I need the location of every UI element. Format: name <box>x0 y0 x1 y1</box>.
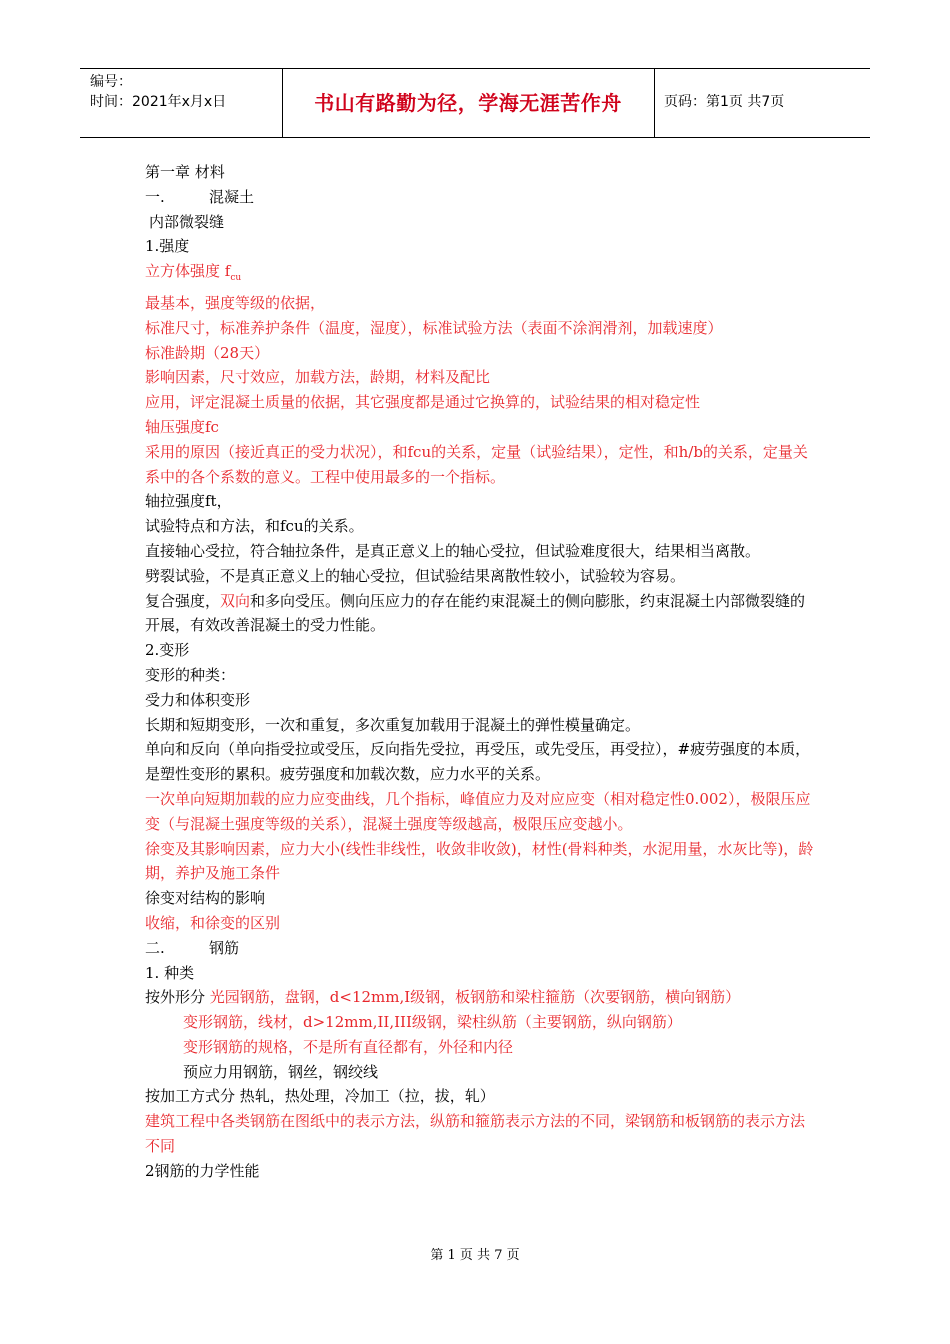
subheading: 1.强度 <box>145 237 190 256</box>
paragraph: 试验特点和方法，和fcu的关系。 <box>145 517 364 536</box>
paragraph: 变形钢筋，线材，d>12mm,II,III级钢，梁柱纵筋（主要钢筋，纵向钢筋） <box>183 1013 682 1032</box>
paragraph: 收缩，和徐变的区别 <box>145 913 281 932</box>
paragraph: 劈裂试验，不是真正意义上的轴心受拉，但试验结果离散性较小，试验较为容易。 <box>145 566 686 585</box>
paragraph: 标准尺寸，标准养护条件（温度，湿度），标准试验方法（表面不涂润滑剂，加载速度） <box>145 318 723 337</box>
paragraph: 应用，评定混凝土质量的依据，其它强度都是通过它换算的，试验结果的相对稳定性 <box>145 393 701 412</box>
page-info: 页码：第1页 共7页 <box>664 94 785 110</box>
subheading: 2.变形 <box>145 641 190 660</box>
section-heading-concrete: 一. 混凝土 <box>145 187 255 206</box>
document-header <box>80 68 870 138</box>
paragraph: 变形的种类： <box>145 665 236 684</box>
subheading: 2钢筋的力学性能 <box>145 1161 260 1180</box>
paragraph: 按外形分 光园钢筋，盘钢，d<12mm,I级钢，板钢筋和梁柱箍筋（次要钢筋，横向钢筋） <box>145 988 741 1007</box>
paragraph: 单向和反向（单向指受拉或受压，反向指先受拉，再受压，或先受压，再受拉），#疲劳强度的本质，是塑性变形的累积。疲劳强度和加载次数，应力水平的关系。 <box>145 740 811 784</box>
paragraph: 采用的原因（接近真正的受力状况），和fcu的关系，定量（试验结果），定性，和h/b的关系，定量关系中的各个系数的意义。工程中使用最多的一个指标。 <box>145 442 808 486</box>
number-label: 编号： <box>90 74 132 90</box>
document-body <box>145 160 815 1184</box>
time-label: 时间：2021年x月x日 <box>90 94 227 110</box>
paragraph: 预应力用钢筋，钢丝，钢绞线 <box>183 1062 379 1081</box>
section-heading-steel: 二. 钢筋 <box>145 938 240 957</box>
paragraph: 变形钢筋的规格，不是所有直径都有，外径和内径 <box>183 1037 514 1056</box>
subheading: 1. 种类 <box>145 963 195 982</box>
paragraph: 直接轴心受拉，符合轴拉条件，是真正意义上的轴心受拉，但试验难度很大，结果相当离散。 <box>145 541 761 560</box>
paragraph: 长期和短期变形，一次和重复，多次重复加载用于混凝土的弹性模量确定。 <box>145 715 641 734</box>
paragraph: 建筑工程中各类钢筋在图纸中的表示方法，纵筋和箍筋表示方法的不同，梁钢筋和板钢筋的表示方法不同 <box>145 1112 806 1156</box>
paragraph: 一次单向短期加载的应力应变曲线，几个指标，峰值应力及对应应变（相对稳定性0.002），极限压应变（与混凝土强度等级的关系），混凝土强度等级越高，极限压应变越小。 <box>145 789 811 833</box>
paragraph: 轴拉强度ft， <box>145 492 232 511</box>
header-motto-cell <box>282 69 655 137</box>
paragraph: 徐变及其影响因素，应力大小(线性非线性，收敛非收敛)，材性(骨料种类，水泥用量，水灰比等)，龄期，养护及施工条件 <box>145 839 814 883</box>
paragraph: 影响因素，尺寸效应，加载方法，龄期，材料及配比 <box>145 368 491 387</box>
header-meta-cell <box>80 69 283 137</box>
paragraph: 立方体强度 $f_{cu}$ <box>145 262 242 284</box>
chapter-title: 第一章 材料 <box>145 163 225 181</box>
paragraph: 复合强度，双向和多向受压。侧向压应力的存在能约束混凝土的侧向膨胀，约束混凝土内部微裂缝的开展，有效改善混凝土的受力性能。 <box>145 591 806 635</box>
paragraph: 轴压强度fc <box>145 417 219 436</box>
page-footer: 第 1 页 共 7 页 <box>430 1248 520 1263</box>
motto: 书山有路勤为径，学海无涯苦作舟 <box>314 91 622 115</box>
paragraph: 徐变对结构的影响 <box>145 889 266 908</box>
paragraph: 标准龄期（28天） <box>145 343 270 362</box>
paragraph: 按加工方式分 热轧，热处理，冷加工（拉，拔，轧） <box>145 1087 495 1106</box>
paragraph: 受力和体积变形 <box>145 690 251 709</box>
paragraph: 最基本，强度等级的依据， <box>145 293 326 312</box>
header-page-cell <box>654 69 870 137</box>
paragraph: 内部微裂缝 <box>149 212 225 231</box>
